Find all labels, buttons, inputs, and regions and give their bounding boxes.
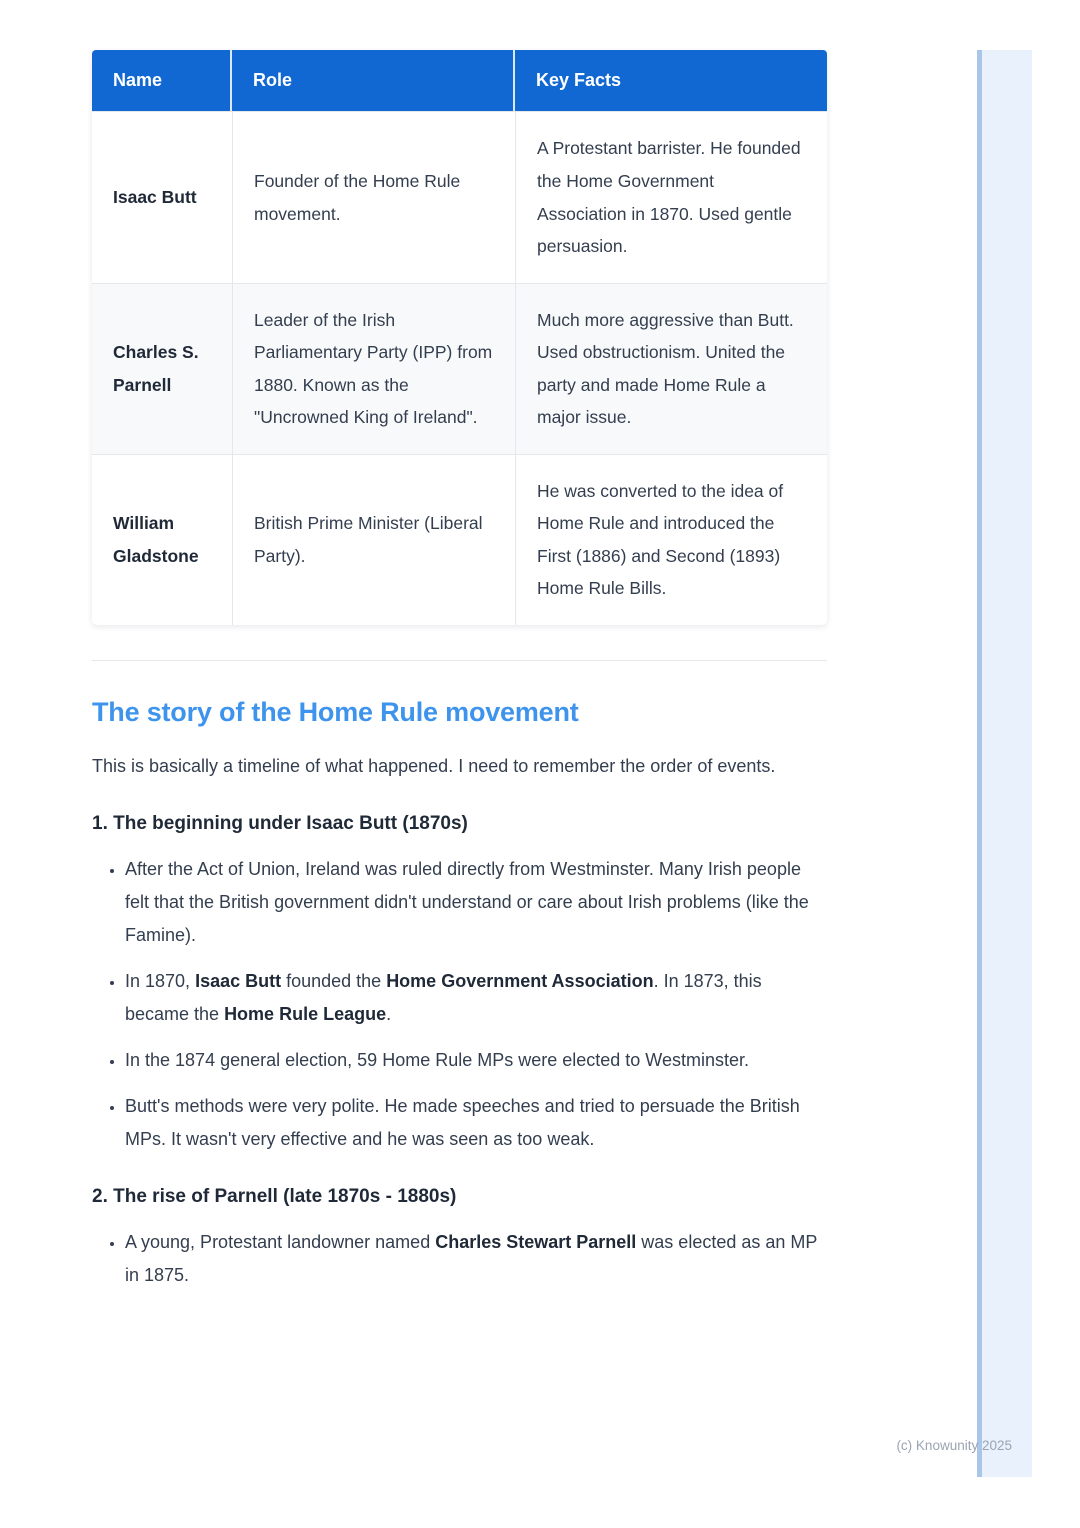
- subsection-heading-2: 2. The rise of Parnell (late 1870s - 1880s): [92, 1186, 457, 1208]
- person-role: Leader of the Irish Parliamentary Party (IPP) from 1880. Known as the "Uncrowned King of Ireland".: [232, 283, 515, 454]
- content-column: [92, 50, 827, 1305]
- bullet-list-1: [92, 853, 827, 1156]
- person-name: Isaac Butt: [92, 111, 232, 282]
- person-key-facts: He was converted to the idea of Home Rule and introduced the First (1886) and Second (1893) Home Rule Bills.: [515, 454, 827, 625]
- person-name: Charles S. Parnell: [92, 283, 232, 454]
- person-name: William Gladstone: [92, 454, 232, 625]
- list-item: • After the Act of Union, Ireland was ruled directly from Westminster. Many Irish people felt that the British government didn't understand or care about Irish problems (like the Famine).: [125, 853, 827, 952]
- table-row: [92, 111, 827, 282]
- table-header-role: Role: [232, 50, 515, 111]
- person-key-facts: Much more aggressive than Butt. Used obstructionism. United the party and made Home Rule a major issue.: [515, 283, 827, 454]
- table-row: [92, 454, 827, 625]
- list-item: • A young, Protestant landowner named Charles Stewart Parnell was elected as an MP in 1875.: [125, 1226, 827, 1292]
- subsection-heading-1: 1. The beginning under Isaac Butt (1870s): [92, 813, 468, 835]
- section-divider: [92, 660, 827, 661]
- list-item: • In 1870, Isaac Butt founded the Home Government Association. In 1873, this became the Home Rule League.: [125, 965, 827, 1031]
- table-row: [92, 283, 827, 454]
- intro-paragraph: This is basically a timeline of what happened. I need to remember the order of events.: [92, 756, 776, 777]
- person-role: British Prime Minister (Liberal Party).: [232, 454, 515, 625]
- table-header-key-facts: Key Facts: [515, 50, 827, 111]
- table-header-name: Name: [92, 50, 232, 111]
- bullet-list-2: [92, 1226, 827, 1292]
- right-accent-bar: [977, 50, 1032, 1477]
- person-role: Founder of the Home Rule movement.: [232, 111, 515, 282]
- list-item: • Butt's methods were very polite. He made speeches and tried to persuade the British MPs. It wasn't very effective and he was seen as too weak.: [125, 1090, 827, 1156]
- people-table: [92, 50, 827, 625]
- table-header-row: [92, 50, 827, 111]
- watermark: (c) Knowunity 2025: [896, 1438, 1012, 1453]
- list-item: • In the 1874 general election, 59 Home Rule MPs were elected to Westminster.: [125, 1044, 827, 1077]
- section-title: The story of the Home Rule movement: [92, 697, 579, 728]
- person-key-facts: A Protestant barrister. He founded the Home Government Association in 1870. Used gentle persuasion.: [515, 111, 827, 282]
